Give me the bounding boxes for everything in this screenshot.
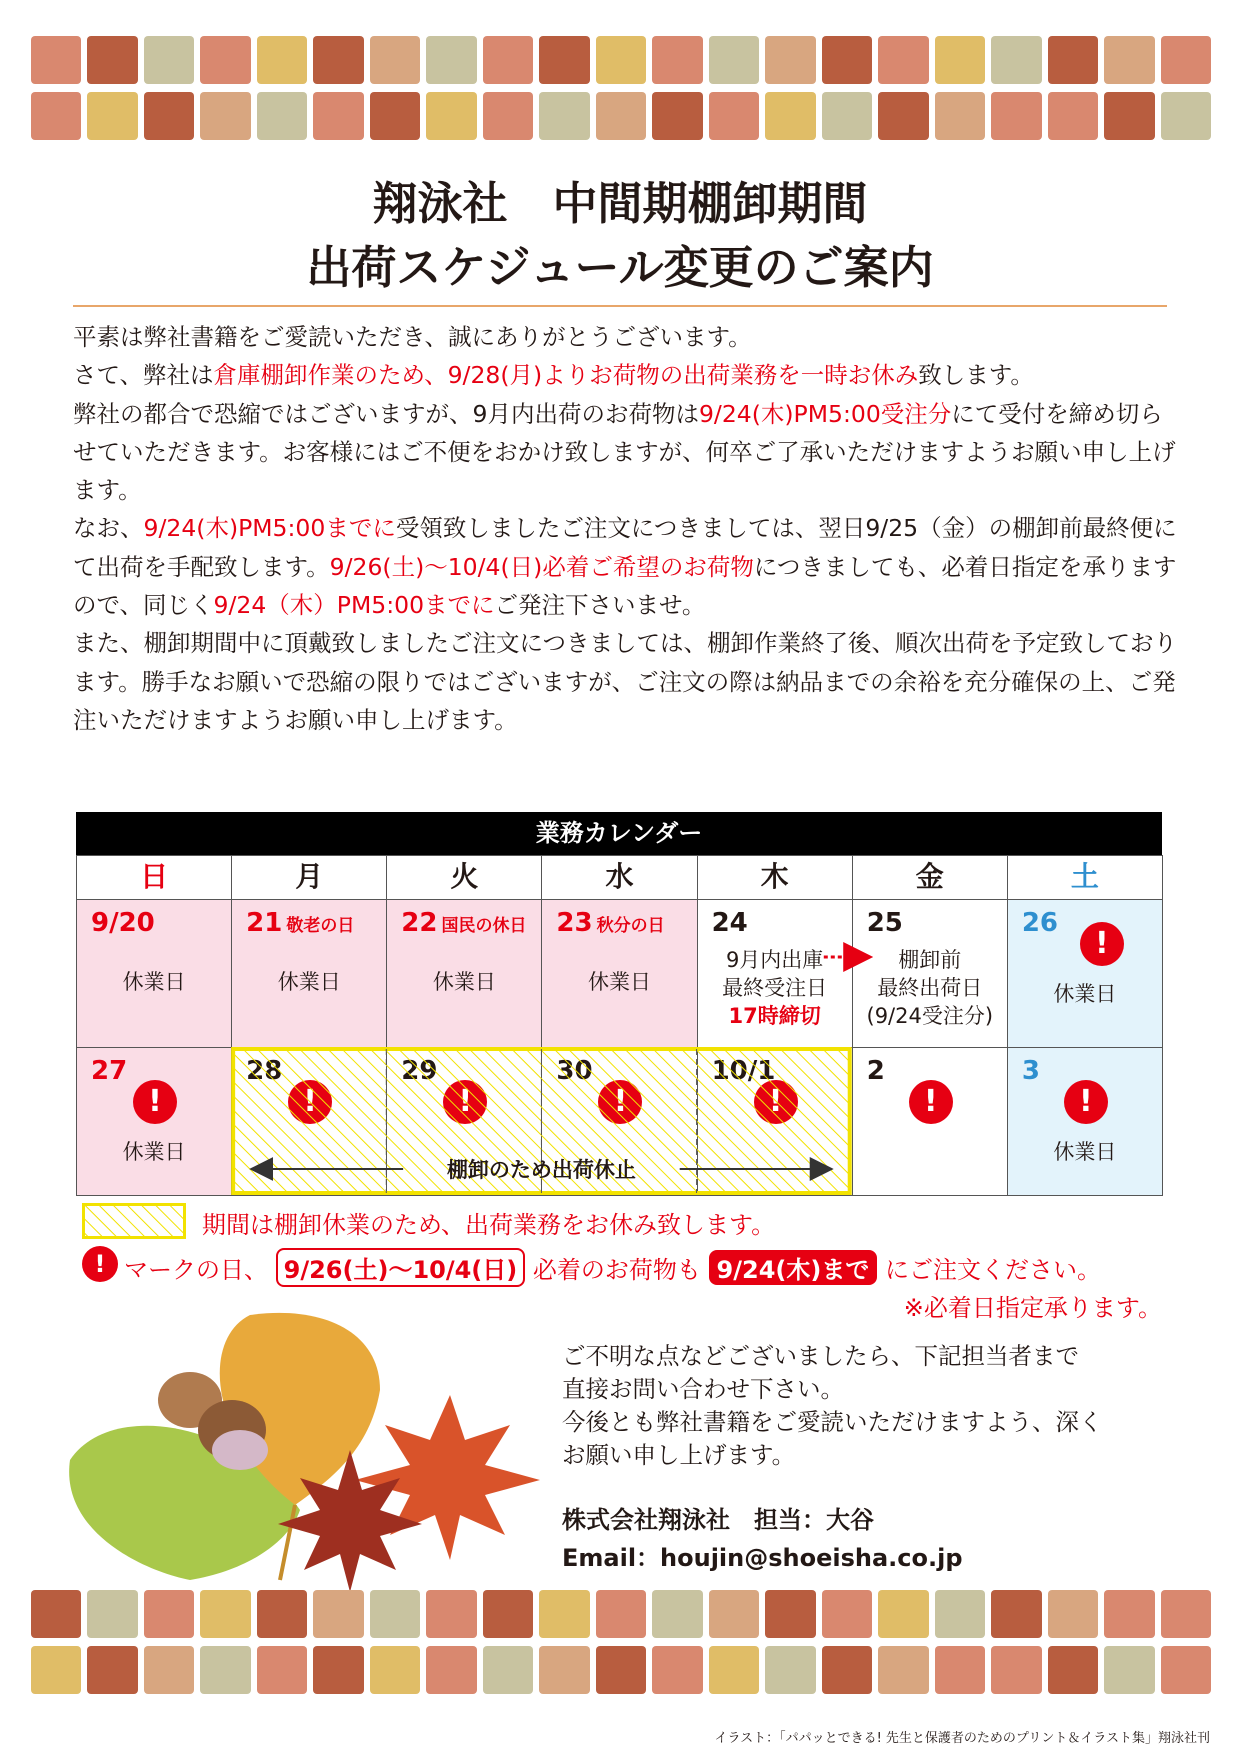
highlight-text: 9/24（木）PM5:00までに: [213, 591, 495, 620]
contact-line: お願い申し上げます。: [562, 1441, 796, 1469]
border-tile: [483, 1590, 533, 1638]
border-tile: [652, 1590, 702, 1638]
legend-deadline-pill: 9/24(木)まで: [709, 1250, 878, 1285]
border-tile: [539, 1646, 589, 1694]
border-tile: [87, 1646, 137, 1694]
thu-note-line3: 17時締切: [728, 1004, 821, 1028]
border-tile: [878, 1646, 928, 1694]
legend-line-2: [124, 1248, 1101, 1287]
border-tile: [822, 36, 872, 84]
border-tile: [483, 92, 533, 140]
border-tile: [144, 1590, 194, 1638]
legend-line-2-a: マークの日、: [124, 1256, 268, 1284]
day-number: 23 秋分の日: [556, 908, 665, 938]
border-tile: [1104, 92, 1154, 140]
legend-period-pill: 9/26(土)〜10/4(日): [276, 1248, 526, 1287]
weekday-header: 金: [852, 855, 1008, 900]
holiday-name: 敬老の日: [286, 916, 355, 936]
contact-line: 今後とも弊社書籍をご愛読いただけますよう、深く: [562, 1408, 1103, 1436]
mark-icon: !: [1080, 922, 1124, 966]
legend-hatch-swatch: [82, 1203, 186, 1239]
weekday-header: 水: [541, 855, 697, 900]
weekday-header: 土: [1007, 855, 1163, 900]
border-tile: [370, 1590, 420, 1638]
mark-icon: !: [909, 1080, 953, 1124]
legend-line-3: ※必着日指定承ります。: [903, 1294, 1162, 1322]
border-tile: [426, 36, 476, 84]
border-tile: [31, 92, 81, 140]
border-tile: [313, 1590, 363, 1638]
border-tile: [313, 92, 363, 140]
border-tile: [426, 1646, 476, 1694]
border-tile: [1048, 1590, 1098, 1638]
border-tile: [31, 36, 81, 84]
border-tile: [991, 1590, 1041, 1638]
border-tile: [313, 36, 363, 84]
border-tile: [539, 1590, 589, 1638]
illustration-credit: イラスト：「パパッとできる! 先生と保護者のためのプリント＆イラスト集」翔泳社刊: [714, 1731, 1210, 1746]
border-tile: [87, 92, 137, 140]
border-tile: [1104, 36, 1154, 84]
border-tile: [709, 36, 759, 84]
border-tile: [144, 36, 194, 84]
highlight-text: 9/24(木)PM5:00までに: [143, 514, 396, 543]
border-tile: [1161, 92, 1211, 140]
border-tile: [822, 1646, 872, 1694]
weekday-header: 木: [697, 855, 853, 900]
border-tile: [31, 1646, 81, 1694]
day-note: 休業日: [122, 1140, 186, 1164]
border-tile: [370, 36, 420, 84]
body-paragraph: [73, 509, 1178, 624]
body-paragraph: [73, 624, 1178, 739]
body-text-segment: なお、: [73, 514, 144, 543]
notice-body: [73, 318, 1178, 739]
border-tile: [652, 36, 702, 84]
fri-note-line3: (9/24受注分): [866, 1004, 994, 1028]
border-tile: [144, 92, 194, 140]
legend-line-1: 期間は棚卸休業のため、出荷業務をお休み致します。: [202, 1211, 776, 1239]
border-tile: [935, 36, 985, 84]
border-tile: [991, 1646, 1041, 1694]
body-paragraph: [73, 356, 1178, 394]
highlight-text: 9/24(木)PM5:00受注分: [698, 399, 952, 428]
weekday-header: 日: [76, 855, 232, 900]
body-text-segment: ご発注下さいませ。: [494, 591, 706, 620]
day-note: 休業日: [277, 970, 341, 994]
mark-icon: !: [82, 1246, 118, 1282]
contact-message: [562, 1340, 1182, 1472]
border-tile: [370, 1646, 420, 1694]
thu-note-line2: 最終受注日: [722, 976, 828, 1000]
day-number: 9/20: [91, 908, 155, 938]
thu-note-line1: 9月内出庫: [725, 948, 824, 972]
title-line-2: 出荷スケジュール変更のご案内: [306, 241, 934, 294]
day-number: 25: [866, 908, 903, 938]
body-text-segment: につきましても、必着日指定を承りますので、同じく: [73, 552, 1177, 620]
fri-note-line2: 最終出荷日: [877, 976, 983, 1000]
border-tile: [596, 36, 646, 84]
border-tile: [596, 92, 646, 140]
body-text-segment: また、棚卸期間中に頂戴致しましたご注文につきましては、棚卸作業終了後、順次出荷を予定致しております。勝手なお願いで恐縮の限りではございますが、ご注文の際は納品までの余裕を充分確保の上、ご発注いただけますようお願い申し上げます。: [73, 629, 1178, 734]
border-tile: [1104, 1646, 1154, 1694]
border-tile: [709, 1590, 759, 1638]
calendar-overlay: [76, 812, 1162, 1196]
body-paragraph: [73, 318, 1178, 356]
business-calendar: [76, 812, 1162, 1196]
fri-note-line1: 棚卸前: [898, 948, 962, 972]
border-tile: [822, 1590, 872, 1638]
border-tile: [483, 1646, 533, 1694]
border-tile: [257, 36, 307, 84]
body-text-segment: 弊社の都合で恐縮ではございますが、9月内出荷のお荷物は: [73, 399, 699, 428]
stock-taking-label: 棚卸のため出荷休止: [446, 1158, 636, 1182]
border-tile: [1161, 1646, 1211, 1694]
bottom-tile-border: [31, 1590, 1211, 1694]
holiday-name: 秋分の日: [596, 916, 665, 936]
highlight-text: 倉庫棚卸作業のため、9/28(月)よりお荷物の出荷業務を一時お休み: [213, 361, 919, 390]
contact-line: ご不明な点などございましたら、下記担当者まで: [562, 1342, 1079, 1370]
border-tile: [596, 1590, 646, 1638]
border-tile: [200, 1590, 250, 1638]
weekday-header: 月: [231, 855, 387, 900]
body-text-segment: にて受付を締め切らせていただきます。お客様にはご不便をおかけ致しますが、何卒ご了承いただけますようお願い申し上げます。: [73, 399, 1176, 505]
mark-icon: !: [133, 1080, 177, 1124]
border-tile: [87, 36, 137, 84]
border-tile: [935, 92, 985, 140]
title-divider: [73, 305, 1167, 307]
legend-line-2-c: にご注文ください。: [884, 1256, 1101, 1284]
border-tile: [991, 92, 1041, 140]
border-tile: [765, 92, 815, 140]
border-tile: [539, 92, 589, 140]
border-tile: [935, 1590, 985, 1638]
border-tile: [765, 36, 815, 84]
border-tile: [1161, 36, 1211, 84]
border-tile: [878, 36, 928, 84]
holiday-name: 国民の休日: [441, 916, 527, 936]
border-tile: [709, 1646, 759, 1694]
border-tile: [483, 36, 533, 84]
weekday-header: 火: [386, 855, 542, 900]
day-number: 21 敬老の日: [246, 908, 355, 938]
day-note: 休業日: [122, 970, 186, 994]
day-number: 27: [91, 1056, 128, 1086]
day-note: 休業日: [1053, 982, 1117, 1006]
legend-line-2-b: 必着のお荷物も: [532, 1256, 701, 1284]
border-tile: [257, 92, 307, 140]
border-tile: [1048, 1646, 1098, 1694]
body-paragraph: [73, 395, 1178, 510]
day-note: 休業日: [587, 970, 651, 994]
border-tile: [200, 92, 250, 140]
border-tile: [822, 92, 872, 140]
border-tile: [1048, 92, 1098, 140]
border-tile: [200, 36, 250, 84]
title-line-1: 翔泳社 中間期棚卸期間: [372, 177, 868, 230]
autumn-leaves-illustration: [50, 1300, 590, 1600]
border-tile: [1161, 1590, 1211, 1638]
border-tile: [878, 92, 928, 140]
body-text-segment: 平素は弊社書籍をご愛読いただき、誠にありがとうございます。: [73, 323, 752, 351]
day-number: 3: [1021, 1056, 1040, 1086]
border-tile: [596, 1646, 646, 1694]
border-tile: [991, 36, 1041, 84]
border-tile: [426, 1590, 476, 1638]
border-tile: [31, 1590, 81, 1638]
border-tile: [765, 1590, 815, 1638]
border-tile: [426, 92, 476, 140]
border-tile: [935, 1646, 985, 1694]
body-text-segment: さて、弊社は: [73, 361, 214, 390]
body-text-segment: 受領致しましたご注文につきましては、翌日9/25（金）の棚卸前最終便にて出荷を手配致します。: [73, 514, 1177, 581]
company-contact-person: 株式会社翔泳社 担当：大谷: [562, 1506, 874, 1534]
body-text-segment: 致します。: [918, 361, 1034, 390]
border-tile: [652, 1646, 702, 1694]
border-tile: [539, 36, 589, 84]
border-tile: [257, 1646, 307, 1694]
border-tile: [1048, 36, 1098, 84]
highlight-text: 9/26(土)〜10/4(日)必着ご希望のお荷物: [329, 552, 754, 581]
contact-email[interactable]: Email：houjin@shoeisha.co.jp: [562, 1544, 963, 1572]
day-note: 休業日: [1053, 1140, 1117, 1164]
border-tile: [878, 1590, 928, 1638]
calendar-title: 業務カレンダー: [76, 812, 1162, 855]
border-tile: [313, 1646, 363, 1694]
border-tile: [652, 92, 702, 140]
border-tile: [709, 92, 759, 140]
day-number: 2: [866, 1056, 885, 1086]
border-tile: [257, 1590, 307, 1638]
contact-line: 直接お問い合わせ下さい。: [562, 1375, 844, 1403]
day-number: 26: [1021, 908, 1059, 938]
border-tile: [144, 1646, 194, 1694]
mark-icon: !: [1064, 1080, 1108, 1124]
day-number: 22 国民の休日: [401, 908, 527, 938]
border-tile: [370, 92, 420, 140]
border-tile: [1104, 1590, 1154, 1638]
border-tile: [765, 1646, 815, 1694]
day-note: 休業日: [432, 970, 496, 994]
red-maple-leaf-icon: [355, 1395, 540, 1560]
border-tile: [200, 1646, 250, 1694]
border-tile: [87, 1590, 137, 1638]
top-tile-border: [31, 36, 1211, 140]
day-number: 24: [711, 908, 748, 938]
